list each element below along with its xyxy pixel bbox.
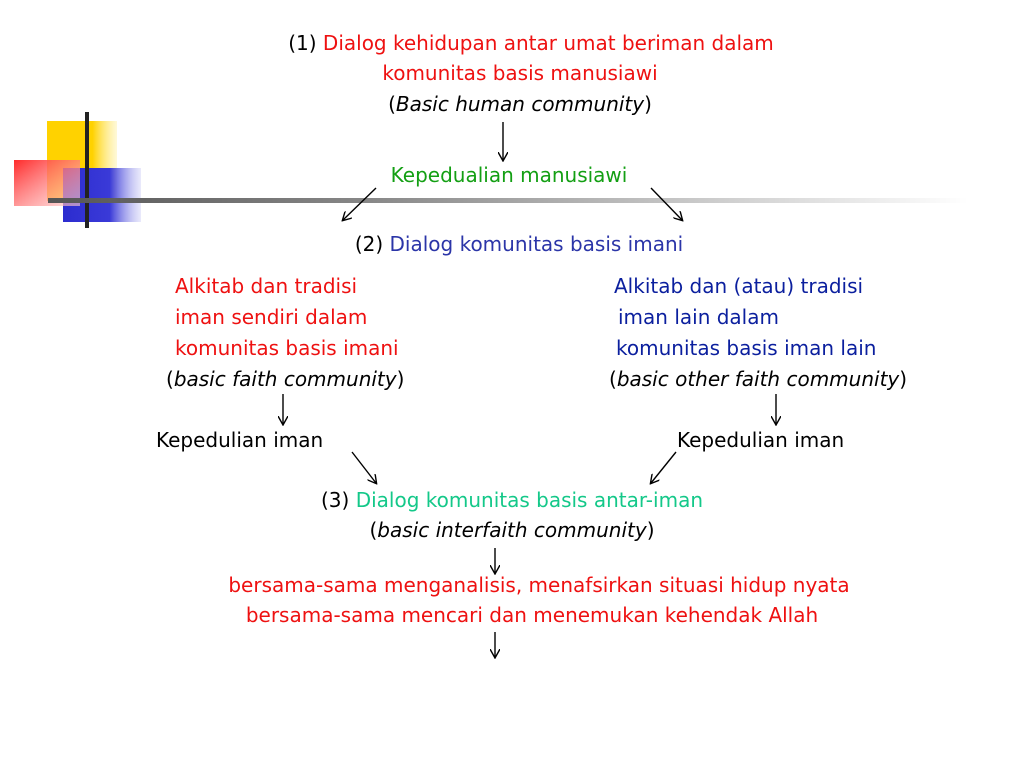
left-branch-line2: iman sendiri dalam	[175, 305, 368, 329]
step3-number: (3)	[321, 488, 350, 512]
step2-title	[355, 229, 683, 259]
step3-title-text: Dialog komunitas basis antar-iman	[355, 488, 703, 512]
step1-title-text: Dialog kehidupan antar umat beriman dalam	[322, 31, 774, 55]
arrow-leftcare-to-step3	[352, 452, 376, 483]
arrow-care-to-step2-right	[651, 188, 682, 220]
step3-english-text: basic interfaith community	[377, 518, 647, 542]
left-branch-line1: Alkitab dan tradisi	[175, 274, 358, 298]
step2-title-text: Dialog komunitas basis imani	[389, 232, 684, 256]
right-branch-line2: iman lain dalam	[618, 305, 779, 329]
step3-title	[321, 485, 703, 515]
step3-english: (basic interfaith community)	[369, 518, 655, 542]
left-branch-english: (basic faith community)	[166, 367, 405, 391]
step2-number: (2)	[354, 232, 384, 256]
step1-title-line1	[288, 28, 774, 58]
left-branch-english-text: basic faith community	[173, 367, 397, 391]
arrow-care-to-step2-left	[343, 188, 376, 220]
step1-title-line2: komunitas basis manusiawi	[382, 61, 658, 85]
step1-english: (Basic human community)	[388, 92, 652, 116]
outcome-line1: bersama-sama menganalisis, menafsirkan situasi hidup nyata	[228, 573, 850, 597]
care-manusiawi: Kepedualian manusiawi	[390, 163, 628, 187]
left-branch-line3: komunitas basis imani	[175, 336, 399, 360]
left-branch-care: Kepedulian iman	[156, 428, 324, 452]
step1-english-text: Basic human community	[395, 92, 645, 116]
outcome-line2: bersama-sama mencari dan menemukan kehendak Allah	[245, 603, 819, 627]
right-branch-line1: Alkitab dan (atau) tradisi	[614, 274, 864, 298]
right-branch-english: (basic other faith community)	[609, 367, 908, 391]
right-branch-english-text: basic other faith community	[616, 367, 900, 391]
arrow-rightcare-to-step3	[651, 452, 676, 483]
right-branch-line3: komunitas basis iman lain	[616, 336, 877, 360]
right-branch-care: Kepedulian iman	[677, 428, 845, 452]
step1-number: (1)	[288, 31, 317, 55]
